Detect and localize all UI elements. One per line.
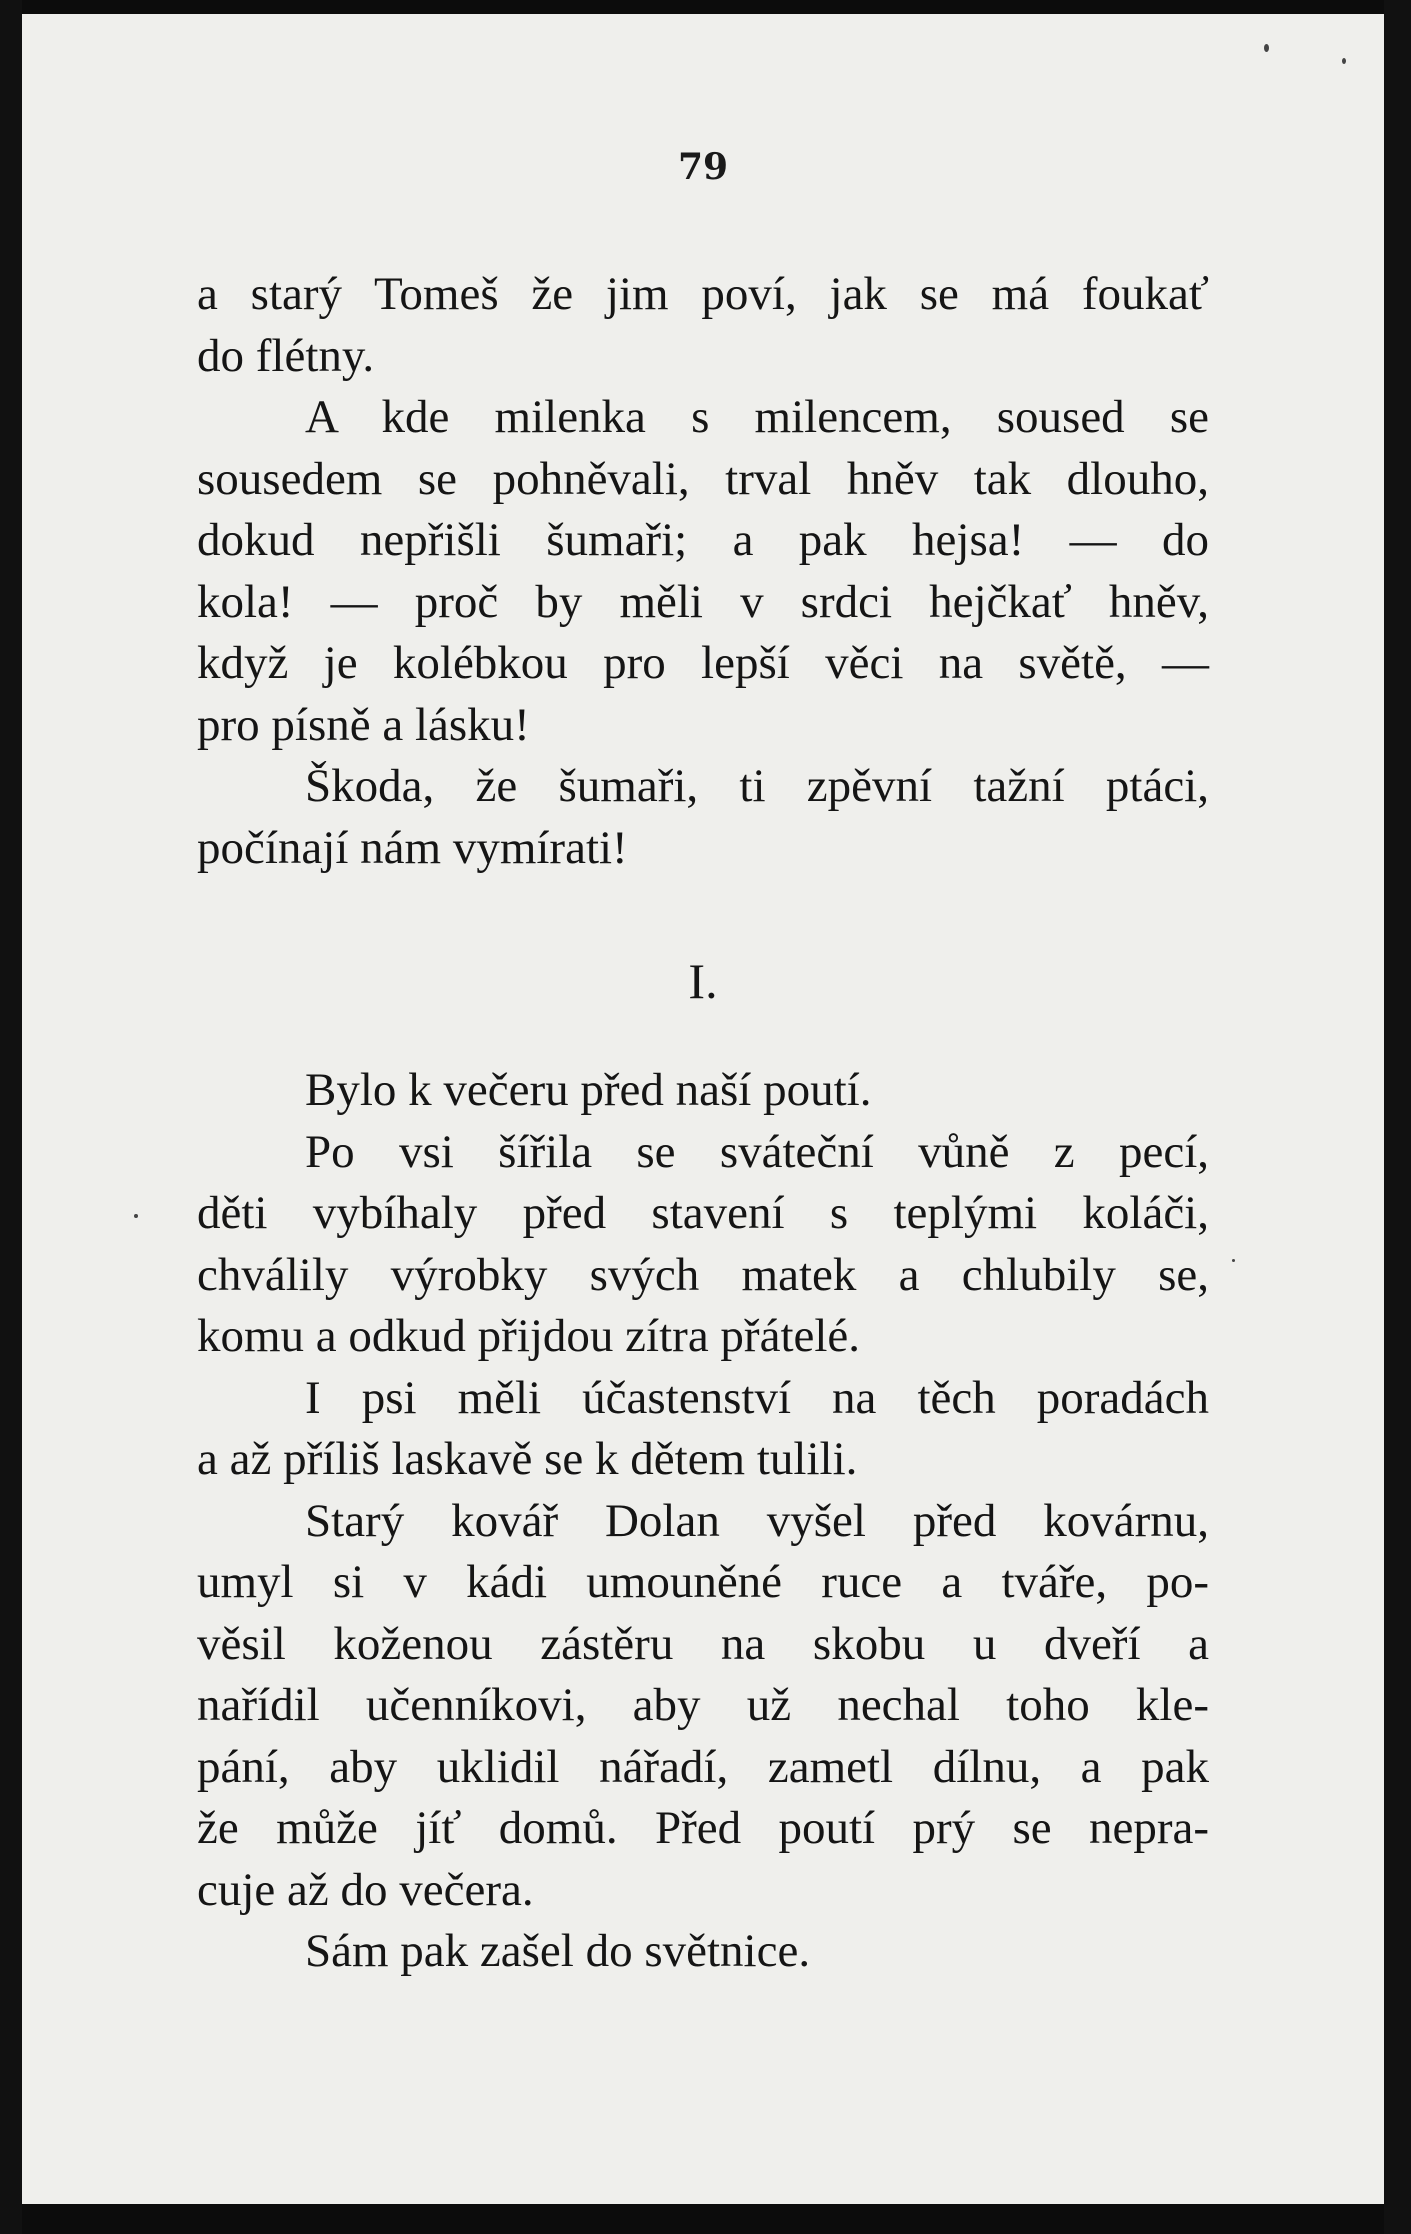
text-line: do flétny. <box>197 329 375 382</box>
text-line: a až příliš laskavě se k dětem tulili. <box>197 1433 858 1485</box>
text-line: komu a odkud přijdou zítra přátelé. <box>197 1310 861 1362</box>
text-line: že může jíť domů. Před poutí prý se nepra- <box>197 1802 1209 1854</box>
text-line: dokud nepřišli šumaři; a pak hejsa! — do <box>197 514 1209 566</box>
scan-right-edge <box>1384 0 1411 2234</box>
text-block-bottom <box>197 1060 1209 1983</box>
paper-speck <box>1342 58 1346 64</box>
text-line: Bylo k večeru před naší poutí. <box>305 1064 872 1116</box>
text-line: kola! — proč by měli v srdci hejčkať hněv, <box>197 575 1209 628</box>
text-line: a starý Tomeš že jim poví, jak se má foukať <box>197 268 1209 320</box>
text-line: Po vsi šířila se sváteční vůně z pecí, <box>305 1125 1209 1178</box>
scan-left-edge <box>0 0 22 2234</box>
paper-speck <box>1264 44 1269 52</box>
paper-speck <box>134 1214 138 1218</box>
text-line: sousedem se pohněvali, trval hněv tak dlouho, <box>197 452 1209 505</box>
text-line: věsil koženou zástěru na skobu u dveří a <box>197 1617 1209 1670</box>
text-line: umyl si v kádi umouněné ruce a tváře, po- <box>197 1556 1209 1608</box>
text-line: nařídil učenníkovi, aby už nechal toho kle- <box>197 1679 1209 1731</box>
text-line: A kde milenka s milencem, soused se <box>305 391 1209 443</box>
text-line: počínají nám vymírati! <box>197 821 628 874</box>
paper-speck <box>1232 1259 1235 1262</box>
text-line: když je kolébkou pro lepší věci na světě, — <box>197 637 1209 689</box>
chapter-heading: I. <box>688 953 718 1009</box>
text-line: Škoda, že šumaři, ti zpěvní tažní ptáci, <box>305 760 1209 812</box>
page-number: 79 <box>677 146 729 188</box>
text-line: děti vybíhaly před stavení s teplými koláči, <box>197 1187 1209 1239</box>
text-line: chválily výrobky svých matek a chlubily se, <box>197 1248 1209 1301</box>
text-block-top <box>197 264 1209 879</box>
text-line: Sám pak zašel do světnice. <box>305 1925 811 1977</box>
text-line: cuje až do večera. <box>197 1863 534 1916</box>
text-line: Starý kovář Dolan vyšel před kovárnu, <box>305 1494 1209 1547</box>
text-line: pro písně a lásku! <box>197 698 530 751</box>
text-line: pání, aby uklidil nářadí, zametl dílnu, a pak <box>197 1740 1209 1793</box>
book-page <box>22 14 1384 2204</box>
text-line: I psi měli účastenství na těch poradách <box>305 1371 1209 1424</box>
